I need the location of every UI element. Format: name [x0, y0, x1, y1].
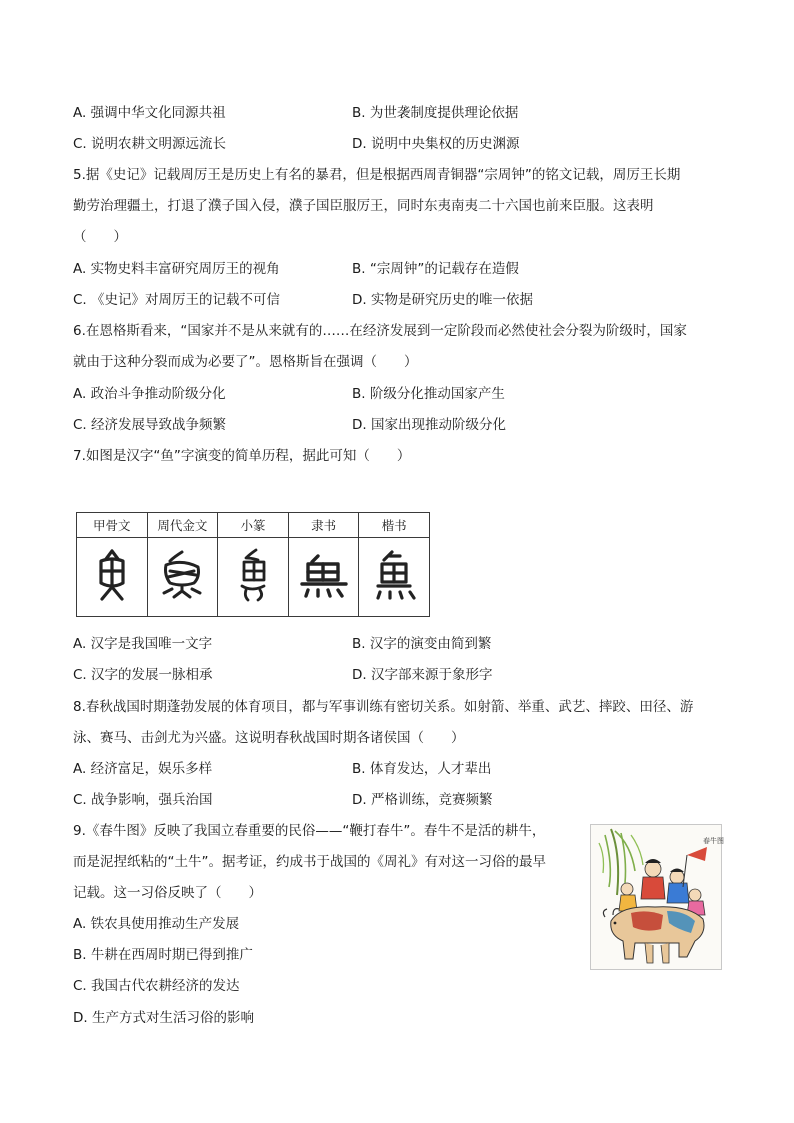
cell-lishu: [288, 538, 359, 617]
header-lishu: 隶书: [288, 513, 359, 538]
cell-jinwen: [147, 538, 218, 617]
q6-option-c: C. 经济发展导致战争频繁: [73, 417, 227, 433]
spring-ox-painting: [590, 824, 722, 970]
q7-option-a: A. 汉字是我国唯一文字: [73, 636, 213, 652]
q9-stem-line1: 9.《春牛图》反映了我国立春重要的民俗——“鞭打春牛”。春牛不是活的耕牛，: [73, 823, 546, 839]
jiaguwen-fish-glyph-icon: [87, 547, 137, 603]
q5-option-a: A. 实物史料丰富研究周厉王的视角: [73, 261, 280, 277]
q6-stem-line2: 就由于这种分裂而成为必要了”。恩格斯旨在强调（ ）: [73, 354, 418, 370]
q8-option-a: A. 经济富足，娱乐多样: [73, 761, 213, 777]
q8-stem-line2: 泳、赛马、击剑尤为兴盛。这说明春秋战国时期各诸侯国（ ）: [73, 730, 465, 746]
q5-stem-line2: 勤劳治理疆土，打退了濮子国入侵，濮子国臣服厉王，同时东夷南夷二十六国也前来臣服。这表明: [73, 198, 654, 214]
q4-option-d: D. 说明中央集权的历史渊源: [352, 136, 520, 152]
q4-option-c: C. 说明农耕文明源远流长: [73, 136, 227, 152]
q4-option-b: B. 为世袭制度提供理论依据: [352, 105, 519, 121]
q9-option-a: A. 铁农具使用推动生产发展: [73, 916, 240, 932]
painting-inscription: 春牛图: [703, 837, 724, 845]
fish-evolution-table: [76, 512, 430, 616]
cell-xiaozhuan: [218, 538, 289, 617]
header-xiaozhuan: 小篆: [218, 513, 289, 538]
q7-option-b: B. 汉字的演变由简到繁: [352, 636, 492, 652]
q6-option-b: B. 阶级分化推动国家产生: [352, 386, 505, 402]
q5-stem-line1: 5.据《史记》记载周厉王是历史上有名的暴君，但是根据西周青铜器“宗周钟”的铭文记载，周厉王长期: [73, 167, 681, 183]
spring-ox-painting-icon: [591, 825, 724, 969]
q7-option-d: D. 汉字部来源于象形字: [352, 667, 493, 683]
xiaozhuan-fish-glyph-icon: [230, 546, 276, 604]
kaishu-fish-glyph-icon: [368, 548, 420, 602]
q7-stem: 7.如图是汉字“鱼”字演变的简单历程，据此可知（ ）: [73, 448, 411, 464]
q8-option-c: C. 战争影响，强兵治国: [73, 792, 213, 808]
q8-option-b: B. 体育发达，人才辈出: [352, 761, 492, 777]
q7-option-c: C. 汉字的发展一脉相承: [73, 667, 213, 683]
q9-option-b: B. 牛耕在西周时期已得到推广: [73, 947, 253, 963]
q9-option-c: C. 我国古代农耕经济的发达: [73, 978, 240, 994]
q6-option-d: D. 国家出现推动阶级分化: [352, 417, 506, 433]
jinwen-fish-glyph-icon: [154, 547, 210, 603]
q5-option-d: D. 实物是研究历史的唯一依据: [352, 292, 533, 308]
q9-stem-line2: 而是泥捏纸粘的“土牛”。据考证，约成书于战国的《周礼》有对这一习俗的最早: [73, 854, 546, 870]
header-jiaguwen: 甲骨文: [77, 513, 148, 538]
q8-option-d: D. 严格训练，竞赛频繁: [352, 792, 493, 808]
q5-option-b: B. “宗周钟”的记载存在造假: [352, 261, 519, 277]
q9-option-d: D. 生产方式对生活习俗的影响: [73, 1010, 254, 1026]
q5-stem-line3: （ ）: [73, 229, 127, 245]
header-jinwen: 周代金文: [147, 513, 218, 538]
q5-option-c: C. 《史记》对周厉王的记载不可信: [73, 292, 281, 308]
lishu-fish-glyph-icon: [296, 550, 352, 600]
q6-stem-line1: 6.在恩格斯看来，“国家并不是从来就有的……在经济发展到一定阶段而必然使社会分裂为阶级时，国家: [73, 323, 687, 339]
cell-kaishu: [359, 538, 430, 617]
q6-option-a: A. 政治斗争推动阶级分化: [73, 386, 226, 402]
q8-stem-line1: 8.春秋战国时期蓬勃发展的体育项目，都与军事训练有密切关系。如射箭、举重、武艺、摔跤、田径、游: [73, 699, 694, 715]
q4-option-a: A. 强调中华文化同源共祖: [73, 105, 226, 121]
header-kaishu: 楷书: [359, 513, 430, 538]
q9-stem-line3: 记载。这一习俗反映了（ ）: [73, 885, 262, 901]
cell-jiaguwen: [77, 538, 148, 617]
